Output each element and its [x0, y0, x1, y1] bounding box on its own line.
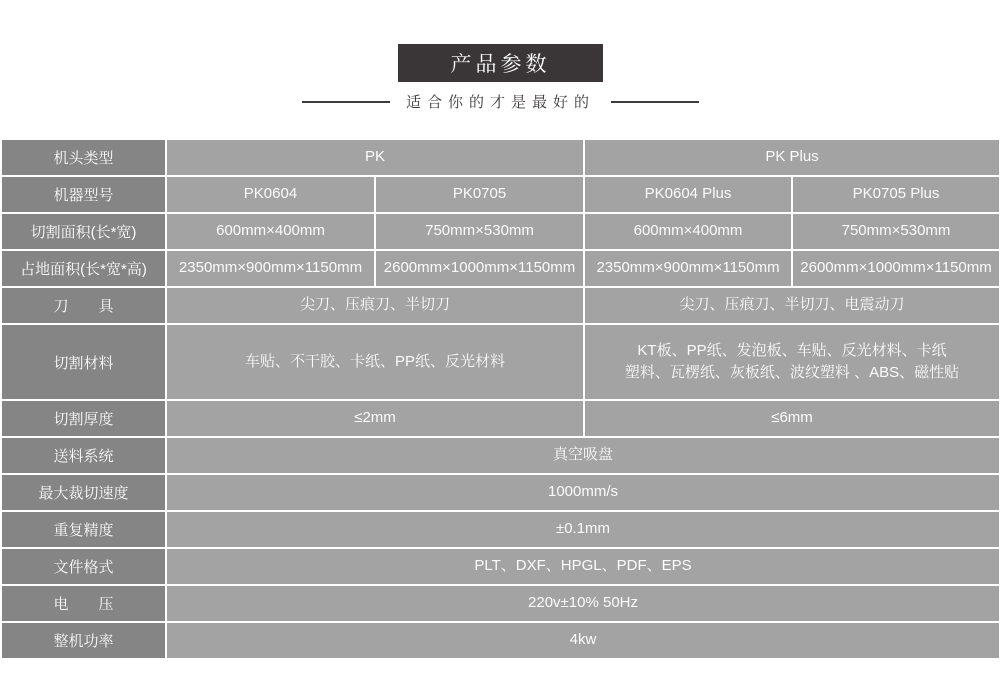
model-c1: PK0604 — [167, 177, 374, 212]
row-label-head-type: 机头类型 — [2, 140, 165, 175]
table-row-file-formats — [2, 549, 999, 584]
voltage-value: 220v±10% 50Hz — [167, 586, 999, 621]
row-label-feeding: 送料系统 — [2, 438, 165, 473]
file-formats-value: PLT、DXF、HPGL、PDF、EPS — [167, 549, 999, 584]
feeding-value: 真空吸盘 — [167, 438, 999, 473]
footprint-c3: 2350mm×900mm×1150mm — [585, 251, 791, 286]
table-row-thickness — [2, 401, 999, 436]
table-row-cut-area — [2, 214, 999, 249]
row-label-file-formats: 文件格式 — [2, 549, 165, 584]
table-row-power — [2, 623, 999, 658]
max-speed-value: 1000mm/s — [167, 475, 999, 510]
subtitle-left-line — [302, 101, 390, 103]
table-row-tools — [2, 288, 999, 323]
row-label-power: 整机功率 — [2, 623, 165, 658]
page-title-box — [398, 44, 603, 82]
cut-area-c2: 750mm×530mm — [376, 214, 583, 249]
footprint-c1: 2350mm×900mm×1150mm — [167, 251, 374, 286]
head-type-pk: PK — [167, 140, 583, 175]
row-label-materials: 切割材料 — [2, 325, 165, 399]
materials-pk-plus: KT板、PP纸、发泡板、车贴、反光材料、卡纸 塑料、瓦楞纸、灰板纸、波纹塑料 、ABS、磁性贴 — [585, 325, 999, 399]
power-value: 4kw — [167, 623, 999, 658]
row-label-voltage: 电 压 — [2, 586, 165, 621]
row-label-tools: 刀 具 — [2, 288, 165, 323]
cut-area-c4: 750mm×530mm — [793, 214, 999, 249]
tools-pk: 尖刀、压痕刀、半切刀 — [167, 288, 583, 323]
spec-table — [0, 138, 1001, 660]
precision-value: ±0.1mm — [167, 512, 999, 547]
table-row-precision — [2, 512, 999, 547]
page-header — [0, 0, 1001, 112]
row-label-thickness: 切割厚度 — [2, 401, 165, 436]
thickness-pk: ≤2mm — [167, 401, 583, 436]
footprint-c2: 2600mm×1000mm×1150mm — [376, 251, 583, 286]
footprint-c4: 2600mm×1000mm×1150mm — [793, 251, 999, 286]
materials-pk: 车贴、不干胶、卡纸、PP纸、反光材料 — [167, 325, 583, 399]
head-type-pk-plus: PK Plus — [585, 140, 999, 175]
model-c3: PK0604 Plus — [585, 177, 791, 212]
model-c2: PK0705 — [376, 177, 583, 212]
table-row-head-type — [2, 140, 999, 175]
cut-area-c1: 600mm×400mm — [167, 214, 374, 249]
subtitle-row — [0, 91, 1001, 112]
row-label-footprint: 占地面积(长*宽*高) — [2, 251, 165, 286]
table-row-feeding — [2, 438, 999, 473]
table-row-model — [2, 177, 999, 212]
table-row-materials — [2, 325, 999, 399]
cut-area-c3: 600mm×400mm — [585, 214, 791, 249]
row-label-model: 机器型号 — [2, 177, 165, 212]
model-c4: PK0705 Plus — [793, 177, 999, 212]
page-title: 产品参数 — [450, 53, 551, 76]
table-row-max-speed — [2, 475, 999, 510]
row-label-cut-area: 切割面积(长*宽) — [2, 214, 165, 249]
row-label-precision: 重复精度 — [2, 512, 165, 547]
tools-pk-plus: 尖刀、压痕刀、半切刀、电震动刀 — [585, 288, 999, 323]
row-label-max-speed: 最大裁切速度 — [2, 475, 165, 510]
thickness-pk-plus: ≤6mm — [585, 401, 999, 436]
subtitle-right-line — [611, 101, 699, 103]
table-row-footprint — [2, 251, 999, 286]
page-subtitle: 适合你的才是最好的 — [405, 94, 595, 111]
table-row-voltage — [2, 586, 999, 621]
